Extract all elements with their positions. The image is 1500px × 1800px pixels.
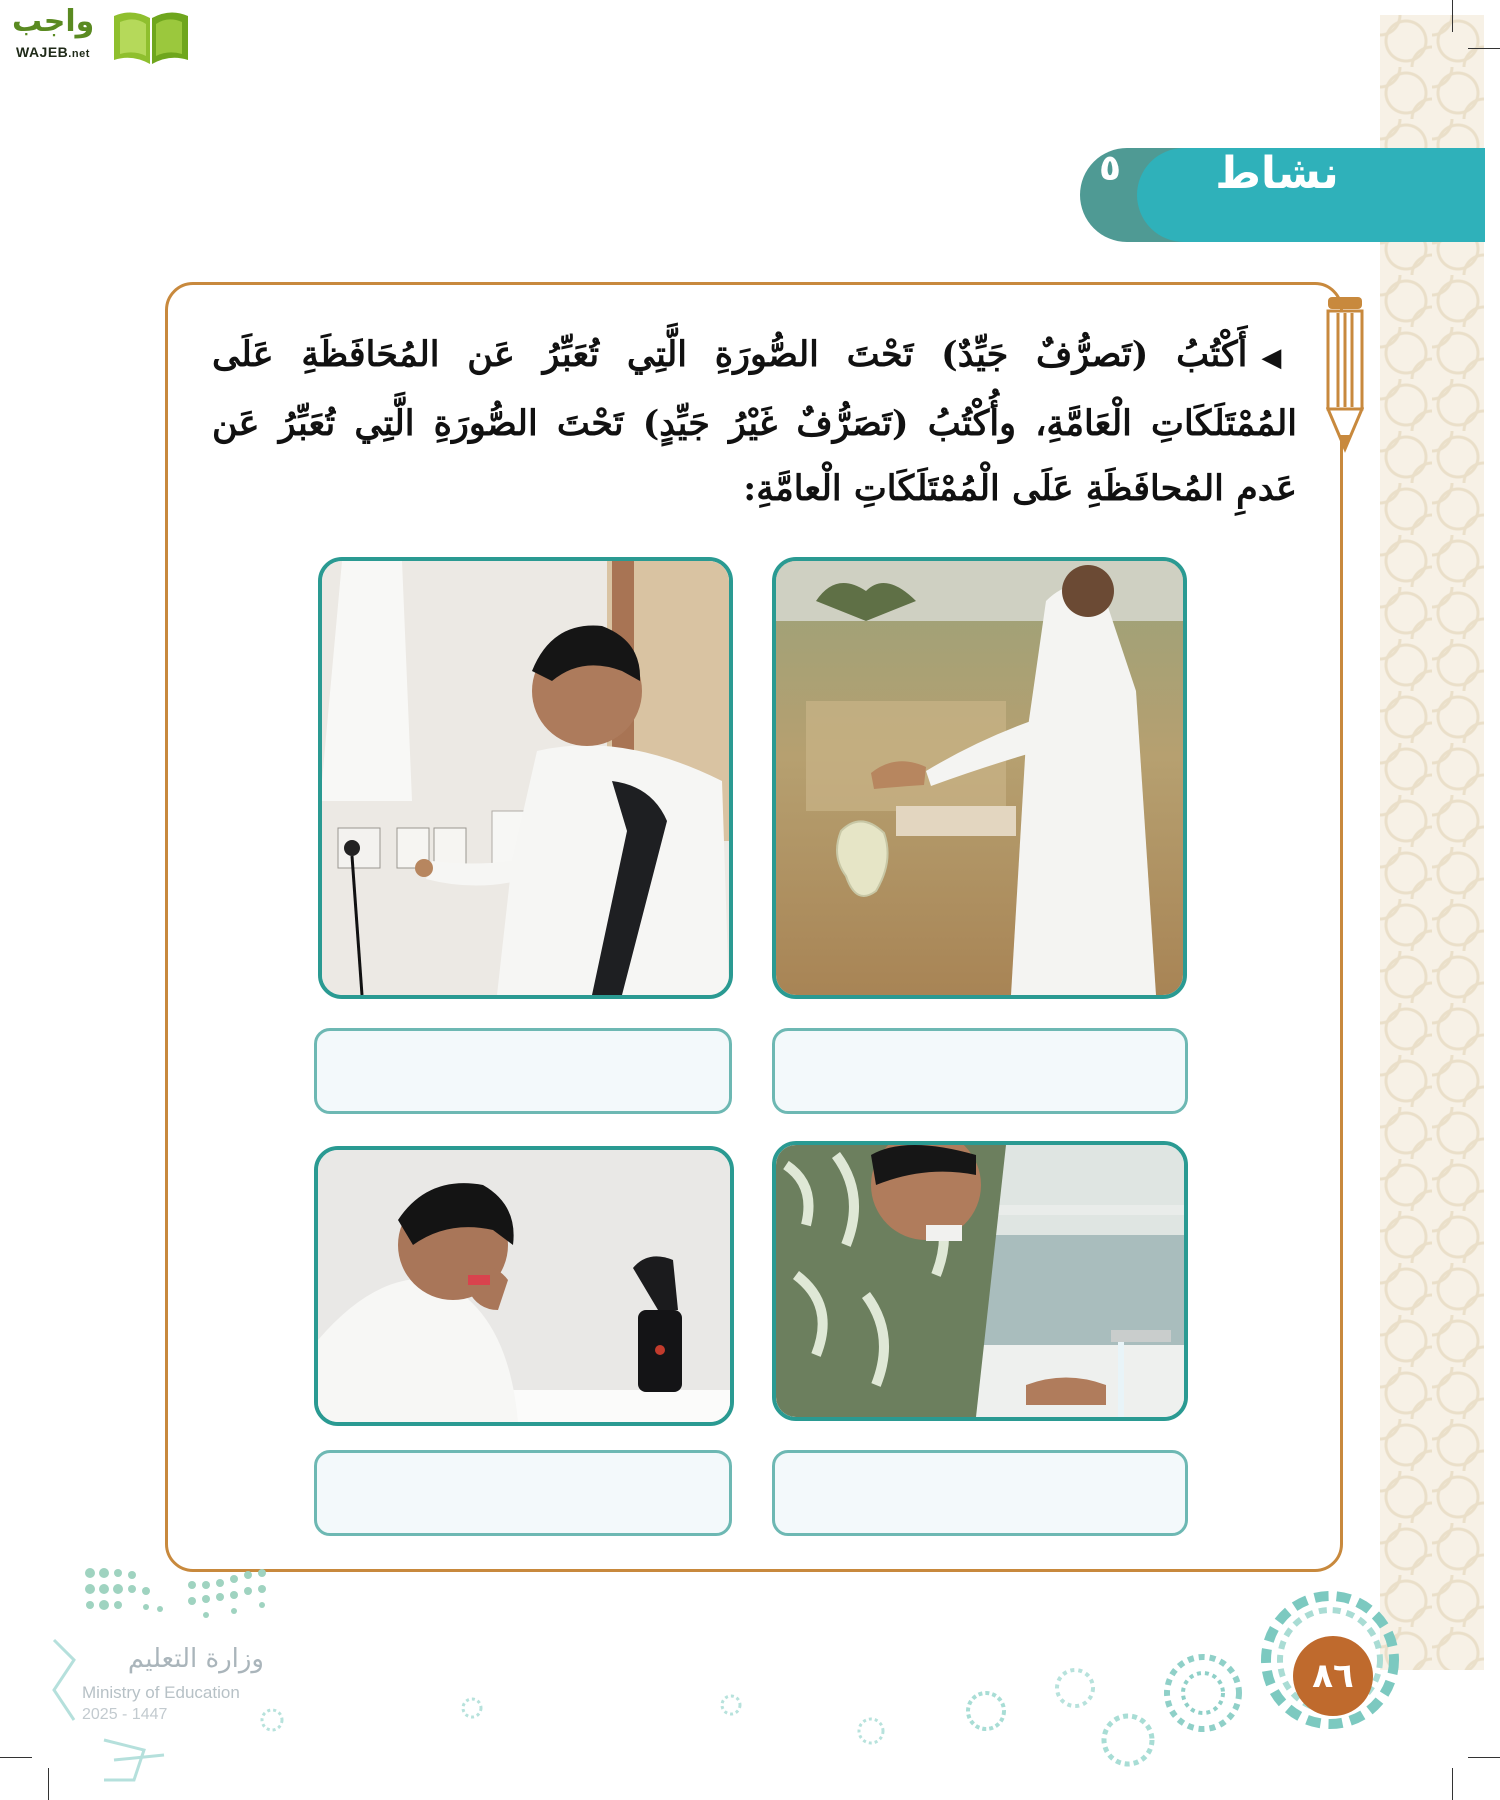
open-book-icon [110, 6, 192, 66]
photo-tap-running [772, 1141, 1188, 1421]
instruction-text [212, 322, 1297, 521]
answer-box-tap-closed[interactable] [314, 1450, 732, 1536]
activity-title: نشاط [1215, 148, 1339, 199]
pencil-icon [1326, 297, 1364, 457]
crop-mark [1468, 1757, 1500, 1758]
instruction-body: أَكْتُبُ (تَصرُّفٌ جَيِّدٌ) تَحْتَ الصُّورَةِ الَّتِي تُعَبِّرُ عَن المُحَافَظَةِ عَلَى المُمْتَلَكَاتِ الْعَامَّةِ، وأُكْتُبُ (تَصَرُّفٌ غَيْرُ جَيِّدٍ) تَحْتَ الصُّورَةِ الَّتِي تُعَبِّرُ عَن عَدمِ المُحافَظَةِ عَلَى الْمُمْتَلَكَاتِ الْعامَّةِ: [212, 334, 1297, 509]
ministry-name-arabic: وزارة التعليم [127, 1644, 264, 1674]
photo-littering [772, 557, 1187, 999]
logo-latin: WAJEB.net [16, 44, 90, 60]
ministry-name-english: Ministry of Education [82, 1683, 240, 1702]
answer-box-switching-light[interactable] [314, 1028, 732, 1114]
ministry-line-logo [44, 1630, 194, 1790]
crop-mark [1452, 1768, 1453, 1800]
arrow-bullet-icon: ◀ [1261, 343, 1298, 373]
side-pattern [1380, 15, 1484, 1670]
activity-number: ٥ [1099, 148, 1121, 189]
light-switch-illustration [322, 561, 729, 995]
photo-tap-closed [314, 1146, 734, 1426]
page-number: ٨٦ [1293, 1636, 1373, 1716]
littering-illustration [776, 561, 1183, 995]
crop-mark [0, 1757, 32, 1758]
ministry-dots-logo [82, 1565, 272, 1625]
crop-mark [1452, 0, 1453, 32]
tap-closed-illustration [318, 1150, 730, 1422]
answer-box-littering[interactable] [772, 1028, 1188, 1114]
wajeb-logo[interactable] [6, 4, 191, 66]
answer-box-tap-running[interactable] [772, 1450, 1188, 1536]
tap-running-illustration [776, 1145, 1184, 1417]
crop-mark [1468, 48, 1500, 49]
logo-arabic: واجب [12, 4, 95, 39]
ministry-year: 2025 - 1447 [82, 1706, 168, 1723]
photo-switching-light [318, 557, 733, 999]
